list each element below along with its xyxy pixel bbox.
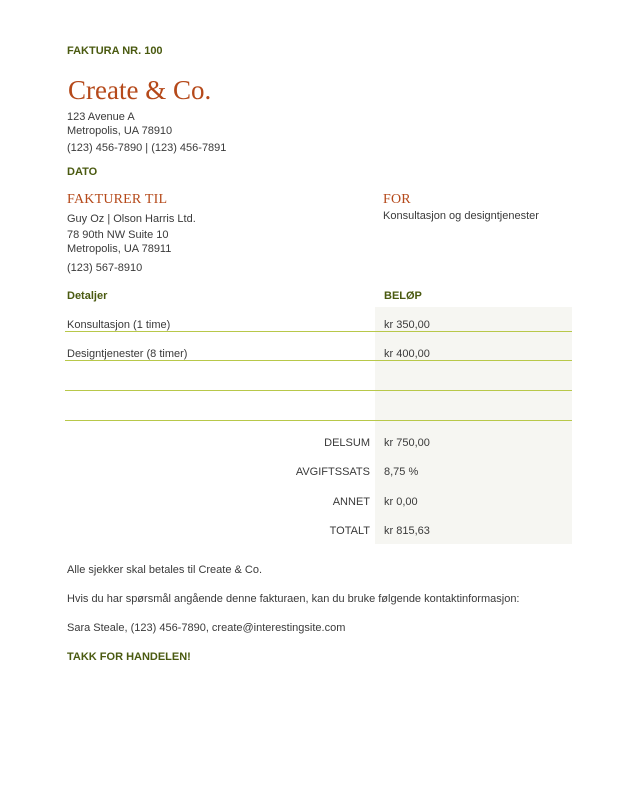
subtotal-label: DELSUM <box>324 437 370 449</box>
line-item-amount: kr 400,00 <box>384 348 430 360</box>
amount-column-background <box>375 307 572 544</box>
other-label: ANNET <box>332 496 370 508</box>
invoice-number: FAKTURA NR. 100 <box>67 45 163 57</box>
company-name: Create & Co. <box>68 75 212 105</box>
bill-to-name: Guy Oz | Olson Harris Ltd. <box>67 213 196 225</box>
subtotal-value: kr 750,00 <box>384 437 430 449</box>
row-divider <box>65 390 572 391</box>
tax-value: 8,75 % <box>384 466 419 478</box>
for-heading: FOR <box>383 192 411 207</box>
date-label: DATO <box>67 166 98 178</box>
bill-to-heading: FAKTURER TIL <box>67 192 168 207</box>
row-divider <box>65 360 572 361</box>
total-label: TOTALT <box>329 525 370 537</box>
contact-info: Sara Steale, (123) 456-7890, create@interestingsite.com <box>67 622 346 634</box>
company-phones: (123) 456-7890 | (123) 456-7891 <box>67 142 227 154</box>
other-value: kr 0,00 <box>384 496 418 508</box>
row-divider <box>65 420 572 421</box>
company-street: 123 Avenue A <box>67 111 135 123</box>
column-header-details: Detaljer <box>67 290 108 302</box>
line-item-description: Designtjenester (8 timer) <box>67 348 188 360</box>
questions-note: Hvis du har spørsmål angående denne fakturaen, kan du bruke følgende kontaktinformasjon: <box>67 593 520 605</box>
payable-note: Alle sjekker skal betales til Create & Co. <box>67 564 263 576</box>
bill-to-city: Metropolis, UA 78911 <box>67 243 172 255</box>
line-item-description: Konsultasjon (1 time) <box>67 319 171 331</box>
line-item-amount: kr 350,00 <box>384 319 430 331</box>
bill-to-phone: (123) 567-8910 <box>67 262 143 274</box>
thank-you-note: TAKK FOR HANDELEN! <box>67 651 191 663</box>
for-description: Konsultasjon og designtjenester <box>383 210 539 222</box>
company-city: Metropolis, UA 78910 <box>67 125 173 137</box>
row-divider <box>65 331 572 332</box>
total-value: kr 815,63 <box>384 525 430 537</box>
column-header-amount: BELØP <box>384 290 422 302</box>
tax-label: AVGIFTSSATS <box>295 466 370 478</box>
bill-to-street: 78 90th NW Suite 10 <box>67 229 169 241</box>
